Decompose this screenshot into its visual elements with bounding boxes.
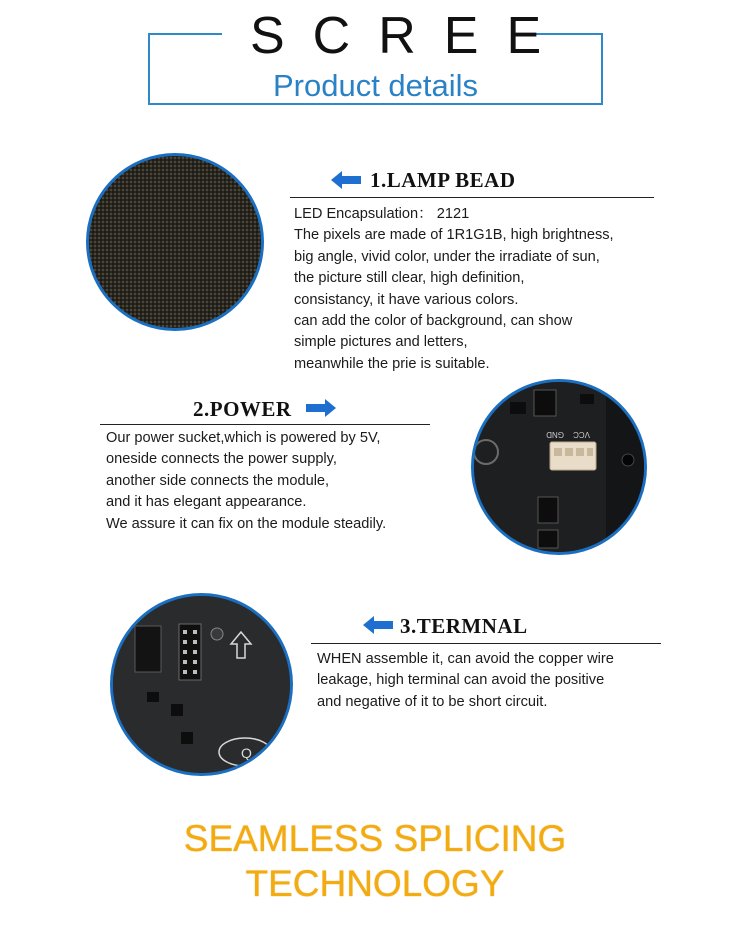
power-description	[106, 428, 386, 535]
section-divider-3	[311, 643, 661, 644]
text-line: The pixels are made of 1R1G1B, high brightness,	[294, 227, 614, 244]
text-line: simple pictures and letters,	[294, 334, 468, 351]
text-line: consistancy, it have various colors.	[294, 291, 519, 308]
text-line: and it has elegant appearance.	[106, 494, 307, 511]
text-line: big angle, vivid color, under the irradiate of sun,	[294, 248, 600, 265]
section-divider-2	[100, 424, 430, 425]
arrow-left-icon	[331, 171, 361, 189]
terminal-description	[317, 649, 614, 713]
section-title-terminal: 3.TERMNAL	[400, 614, 528, 638]
text-line: WHEN assemble it, can avoid the copper wire	[317, 651, 614, 667]
lamp-bead-description	[294, 204, 614, 375]
power-socket-board	[474, 382, 644, 552]
section-title-lamp-bead: 1.LAMP BEAD	[370, 168, 516, 192]
footer-headline-line2: TECHNOLOGY	[245, 863, 505, 904]
q-label: Q	[241, 745, 252, 761]
text-line: LED Encapsulation： 2121	[294, 206, 470, 222]
text-line: oneside connects the power supply,	[106, 451, 337, 468]
terminal-image	[110, 593, 293, 776]
arrow-left-icon	[363, 616, 393, 634]
brand-title: SCREE	[250, 7, 570, 65]
text-line: We assure it can fix on the module steadily.	[106, 515, 387, 532]
header-rule-left	[148, 33, 222, 35]
text-line: another side connects the module,	[106, 472, 330, 489]
text-line: meanwhile the prie is suitable.	[294, 355, 490, 372]
vcc-label: VCC	[573, 430, 590, 439]
text-line: Our power sucket,which is powered by 5V,	[106, 430, 381, 446]
terminal-board	[113, 596, 290, 773]
text-line: and negative of it to be short circuit.	[317, 693, 548, 710]
arrow-right-icon	[306, 399, 336, 417]
text-line: leakage, high terminal can avoid the positive	[317, 672, 605, 689]
text-line: the picture still clear, high definition,	[294, 270, 525, 287]
power-socket-image	[471, 379, 647, 555]
footer-headline-line1: SEAMLESS SPLICING	[183, 818, 567, 859]
section-divider-1	[290, 197, 654, 198]
lamp-bead-image	[86, 153, 264, 331]
section-title-power: 2.POWER	[193, 397, 292, 421]
gnd-label: GND	[546, 430, 564, 439]
text-line: can add the color of background, can show	[294, 313, 573, 330]
page-subtitle: Product details	[272, 68, 479, 103]
